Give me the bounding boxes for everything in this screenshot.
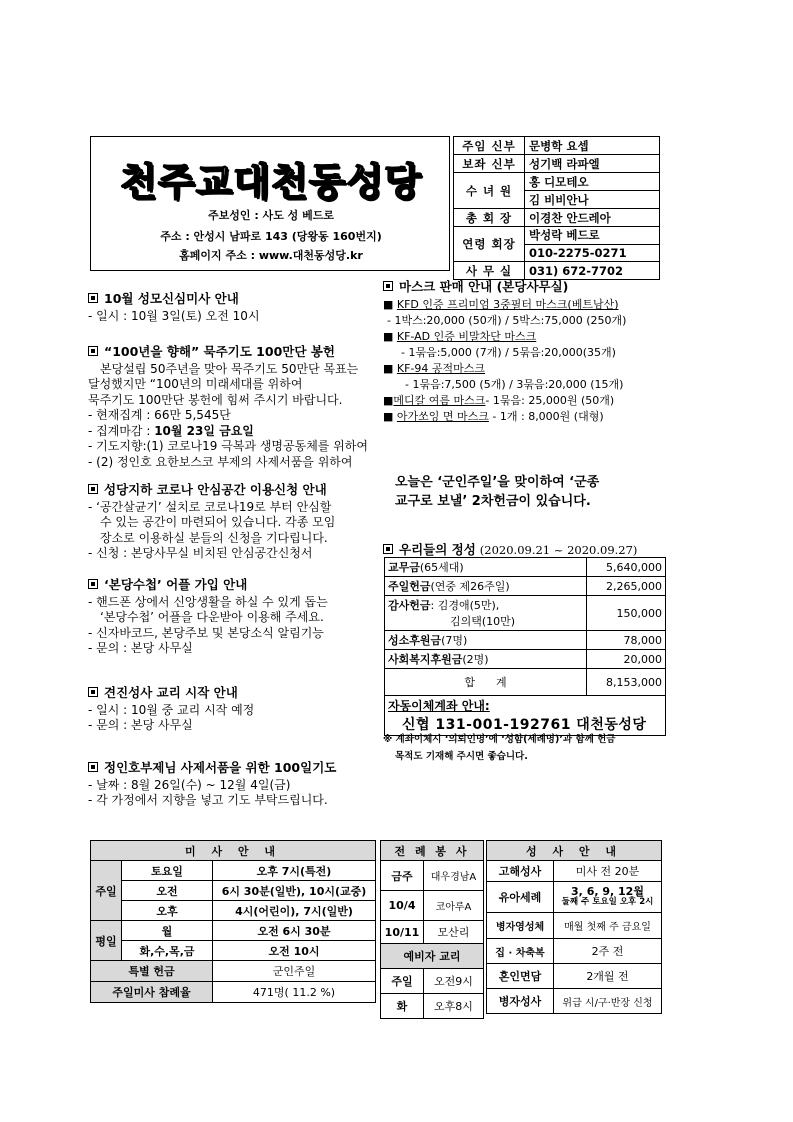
- section-title: 정인호부제님 사제서품을 위한 100일기도: [104, 760, 337, 775]
- liturgy-key: 10/11: [381, 921, 424, 944]
- mass-day: 오전: [122, 881, 213, 901]
- section-line: 장소로 이용하실 분들의 신청을 기다립니다.: [100, 530, 328, 545]
- homepage: 홈페이지 주소 : www.대천동성당.kr: [179, 249, 363, 262]
- section-title: “100년을 향해” 묵주기도 100만단 봉헌: [104, 344, 335, 359]
- section-line: - 일시 : 10월 중 교리 시작 예정: [88, 702, 255, 717]
- section-line: - 문의 : 본당 사무실: [88, 718, 193, 732]
- transfer-label: 자동이체계좌 안내:: [388, 699, 490, 713]
- nun-name: 김 비비안나: [525, 191, 660, 209]
- section-line: - ‘공간살균기’ 설치로 코로나19로 부터 안심할: [88, 499, 332, 514]
- pastor-name: 문병학 요셉: [525, 137, 660, 155]
- mass-day: 토요일: [122, 861, 213, 881]
- offering-total: 8,153,000: [587, 669, 666, 696]
- section-title: 견진성사 교리 시작 안내: [104, 685, 238, 700]
- offering-value: 78,000: [587, 631, 666, 650]
- square-bullet-icon: [88, 484, 98, 494]
- section-line: 달성했지만 “100년의 미래세대를 위하여: [88, 377, 303, 391]
- sacrament-key: 고해성사: [487, 861, 554, 882]
- section-line: - 기도지향:(1) 코로나19 극복과 생명공동체를 위하여: [88, 439, 368, 453]
- catechumen-day: 주일: [381, 969, 424, 994]
- section-line: - 신청 : 본당사무실 비치된 안심공간신청서: [88, 546, 313, 560]
- section-title: 마스크 판매 안내 (본당사무실): [399, 279, 569, 294]
- section-rosary-prayer: [88, 344, 378, 470]
- offering-key: 교무금: [388, 561, 420, 574]
- section-confirmation: [88, 685, 378, 734]
- square-bullet-icon: [383, 544, 393, 554]
- offering-total-label: 합 계: [385, 669, 587, 696]
- mass-time: 4시(어린이), 7시(일반): [213, 901, 376, 921]
- notice-military-sunday: [395, 473, 675, 511]
- special-offering: 군인주일: [213, 961, 376, 982]
- square-bullet-icon: [383, 281, 393, 291]
- offering-value: 2,265,000: [587, 577, 666, 596]
- section-line: - 현재집계 : 66만 5,545단: [88, 408, 231, 422]
- section-line: ‘본당수첩’ 어플을 다운받아 이용해 주세요.: [100, 610, 324, 624]
- sacrament-key: 집 · 차축복: [487, 939, 554, 964]
- section-title: 성당지하 코로나 안심공간 이용신청 안내: [104, 482, 327, 497]
- sacrament-key: 병자성사: [487, 989, 554, 1014]
- offering-sub: (65세대): [419, 561, 464, 574]
- mass-time: 오전 6시 30분: [213, 921, 376, 941]
- catechumen-time: 오전9시: [424, 969, 484, 994]
- mass-time: 오전 10시: [213, 941, 376, 961]
- sacrament-value: 2주 전: [554, 939, 662, 964]
- offering-value: 150,000: [587, 596, 666, 631]
- sacrament-table: [486, 840, 662, 1014]
- mass-group-label: 주일: [91, 861, 122, 921]
- liturgy-title: 전 례 봉 사: [381, 841, 484, 861]
- offering-sub: : 김경애(5만),: [430, 599, 500, 612]
- mask-item: 메디칼 여름 마스크: [393, 394, 486, 407]
- liturgy-table: [380, 840, 484, 1019]
- section-line: - 집계마감 :: [88, 423, 155, 438]
- mass-schedule-table: [90, 840, 376, 1003]
- mass-day: 화,수,목,금: [122, 941, 213, 961]
- staff-label: 주임 신부: [454, 137, 525, 155]
- mask-price: - 1박스:20,000 (50개) / 5박스:75,000 (250개): [387, 314, 627, 327]
- sacrament-key: 유아세례: [487, 882, 554, 913]
- section-line: - 문의 : 본당 사무실: [88, 641, 193, 655]
- special-offering-label: 특별 헌금: [91, 961, 213, 982]
- offering-sub: (7명): [441, 634, 468, 647]
- council-name: 이경찬 안드레아: [525, 209, 660, 227]
- mask-price: - 1묶음:5,000 (7개) / 5묶음:20,000(35개): [401, 346, 616, 359]
- mass-day: 월: [122, 921, 213, 941]
- sacrament-value: 위급 시/구·반장 신청: [554, 989, 662, 1014]
- section-app-signup: [88, 577, 378, 657]
- section-line: - 일시 : 10월 3일(토) 오전 10시: [88, 308, 260, 323]
- section-line: - 핸드폰 상에서 신앙생활을 하실 수 있게 돕는: [88, 594, 328, 609]
- office-phone: 031) 672-7702: [525, 262, 660, 280]
- liturgy-key: 금주: [381, 861, 424, 891]
- catechumen-day: 화: [381, 994, 424, 1019]
- sacrament-value: 매월 첫째 주 금요일: [554, 913, 662, 939]
- staff-label: 사 무 실: [454, 262, 525, 280]
- header-box: [90, 136, 450, 271]
- offering-key: 사회복지후원금: [388, 653, 463, 666]
- liturgy-key: 10/4: [381, 891, 424, 921]
- sacrament-title: 성 사 안 내: [487, 841, 662, 861]
- offering-key: 감사헌금: [388, 599, 431, 612]
- attendance-label: 주일미사 참례율: [91, 982, 213, 1003]
- mask-item: 아가쏘잉 면 마스크: [396, 410, 489, 423]
- sacrament-value: 미사 전 20분: [554, 861, 662, 882]
- square-bullet-icon: [88, 762, 98, 772]
- mass-day: 오후: [122, 901, 213, 921]
- sacrament-key: 혼인면담: [487, 964, 554, 989]
- section-title: 10월 성모신심미사 안내: [104, 291, 239, 306]
- offering-title: 우리들의 정성: [399, 542, 476, 557]
- offering-key: 주일헌금: [388, 580, 431, 593]
- section-title: ‘본당수첩’ 어플 가입 안내: [104, 577, 248, 592]
- section-line: - 각 가정에서 지향을 넣고 기도 부탁드립니다.: [88, 793, 328, 807]
- mask-price: - 1개 : 8,000원 (대형): [488, 410, 604, 423]
- catechumen-label: 예비자 교리: [381, 944, 484, 969]
- section-line: - (2) 정인호 요한보스코 부제의 사제서품을 위하여: [88, 454, 353, 469]
- offering-value: 20,000: [587, 650, 666, 669]
- square-bullet-icon: [88, 293, 98, 303]
- staff-table: [453, 136, 660, 280]
- nun-name: 홍 디모테오: [525, 173, 660, 191]
- section-100day-prayer: [88, 760, 378, 809]
- section-line: - 신자바코드, 본당주보 및 본당소식 알림기능: [88, 625, 324, 640]
- offering-period: (2020.09.21 ~ 2020.09.27): [479, 543, 638, 557]
- section-line: 본당설립 50주년을 맞아 묵주기도 50만단 목표는: [100, 361, 359, 376]
- offering-key: 성소후원금: [388, 634, 442, 647]
- mask-price: - 1묶음:7,500 (5개) / 3묶음:20,000 (15개): [405, 378, 624, 391]
- section-safe-space: [88, 482, 378, 562]
- parish-title: 천주교대천동성당: [120, 159, 422, 204]
- mask-price: - 1묶음: 25,000원 (50개): [485, 394, 615, 407]
- liturgy-value: 코아루A: [424, 891, 484, 921]
- notice-line: 오늘은 ‘군인주일’을 맞이하여 ‘군종: [395, 475, 600, 490]
- assistant-name: 성기백 라파엘: [525, 155, 660, 173]
- offering-value: 5,640,000: [587, 558, 666, 577]
- section-line: 묵주기도 100만단 봉헌에 힘써 주시기 바랍니다.: [88, 392, 343, 407]
- notice-line: 교구로 보낼’ 2차헌금이 있습니다.: [395, 494, 591, 509]
- mass-time: 오후 7시(특전): [213, 861, 376, 881]
- section-rosary-mass: [88, 291, 378, 324]
- elder-name: 박성락 베드로: [525, 227, 660, 245]
- staff-label: 보좌 신부: [454, 155, 525, 173]
- sacrament-value: 2개월 전: [554, 964, 662, 989]
- attendance-rate: 471명( 11.2 %): [213, 982, 376, 1003]
- sacrament-value: 둘째 주 토요일 오후 2시: [561, 897, 654, 907]
- bank-account: 신협 131-001-192761 대천동성당: [402, 717, 647, 733]
- elder-phone: 010-2275-0271: [525, 244, 660, 262]
- staff-label: 연령 회장: [454, 227, 525, 262]
- square-bullet-icon: [88, 687, 98, 697]
- offering-sub: (연중 제26주일): [430, 580, 510, 593]
- liturgy-value: 모산리: [424, 921, 484, 944]
- mass-time: 6시 30분(일반), 10시(교중): [213, 881, 376, 901]
- address: 주소 : 안성시 남파로 143 (당왕동 160번지): [160, 230, 382, 243]
- offering-sub: 김의택(10만): [450, 615, 516, 628]
- deadline-date: 10월 23일 금요일: [154, 423, 254, 438]
- square-bullet-icon: [88, 579, 98, 589]
- staff-label: 수 녀 원: [454, 173, 525, 209]
- sacrament-key: 병자영성체: [487, 913, 554, 939]
- liturgy-value: 대우경남A: [424, 861, 484, 891]
- offering-table: [384, 557, 666, 736]
- section-line: - 날짜 : 8월 26일(수) ~ 12월 4일(금): [88, 777, 291, 792]
- mask-item: KF-AD 인증 비말차단 마스크: [396, 330, 537, 343]
- mass-title: 미 사 안 내: [91, 841, 376, 861]
- offering-heading: [383, 540, 673, 558]
- catechumen-time: 오후8시: [424, 994, 484, 1019]
- transfer-footnote: [383, 731, 678, 765]
- footnote-line: 목적도 기재해 주시면 좋습니다.: [395, 751, 528, 762]
- mask-item: KF-94 공적마스크: [396, 362, 486, 375]
- sacrament-value: 3, 6, 9, 12월: [571, 885, 644, 898]
- staff-label: 총 회 장: [454, 209, 525, 227]
- mask-item: KFD 인증 프리미엄 3중필터 마스크(베트남산): [396, 298, 619, 311]
- patron-saint: 주보성인 : 사도 성 베드로: [208, 209, 334, 222]
- mass-group-label: 평일: [91, 921, 122, 961]
- section-mask-sale: 마스크 판매 안내 (본당사무실) ■ KFD 인증 프리미엄 3중필터 마스크(베트남산) - 1박스:20,000 (50개) / 5박스:75,000 (250개) ■ KF-AD 인증 비말차단 마스크 - 1묶음:5,000 (7개) / 5묶음:20,000(35개) ■ KF-94 공적마스크 - 1묶음:7,500 (5개) / 3묶음:20,000 (15개) ■메디칼 여름 마스크- 1묶음: 25,000원 (50개) ■ 아가쏘잉 면 마스크 - 1개 : 8,000원 (대형): [383, 279, 673, 425]
- section-line: 수 있는 공간이 마련되어 있습니다. 각종 모임: [100, 515, 336, 529]
- offering-sub: (2명): [462, 653, 489, 666]
- footnote-line: ※ 계좌이체시 ‘의뢰인명’에 ‘성함(세례명)’과 함께 헌금: [383, 734, 616, 745]
- square-bullet-icon: [88, 346, 98, 356]
